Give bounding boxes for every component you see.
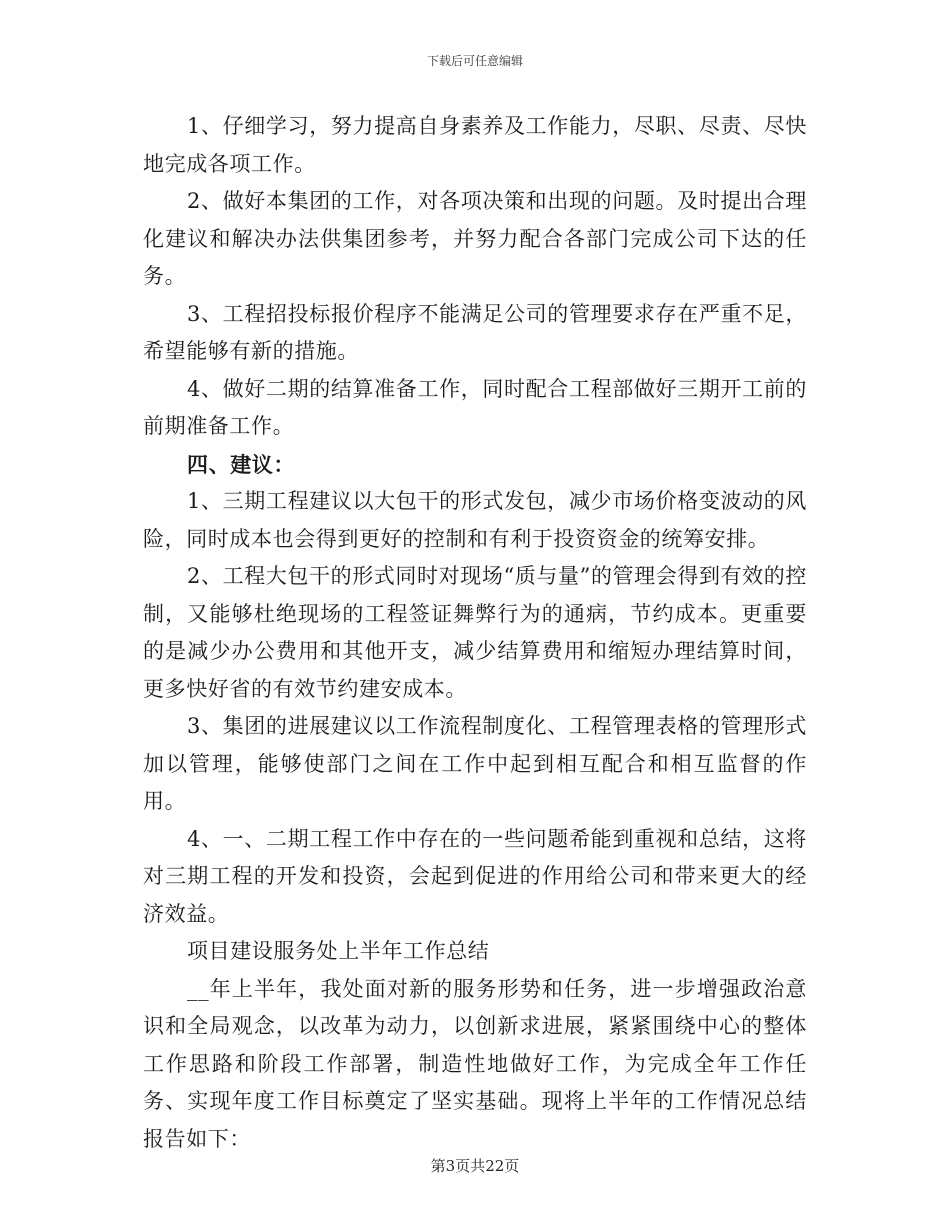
page-number: 第3页共22页: [430, 1157, 520, 1175]
intro-paragraph: __年上半年，我处面对新的服务形势和任务，进一步增强政治意识和全局观念，以改革为动力，以创新求进展，紧紧围绕中心的整体工作思路和阶段工作部署，制造性地做好工作，为完成全年工作任务、实现年度工作目标奠定了坚实基础。现将上半年的工作情况总结报告如下：: [143, 976, 807, 1151]
suggestion-item-1: 1、三期工程建议以大包干的形式发包，减少市场价格变波动的风险，同时成本也会得到更好的控制和有利于投资资金的统筹安排。: [143, 489, 807, 551]
suggestion-item-3: 3、集团的进展建议以工作流程制度化、工程管理表格的管理形式加以管理，能够使部门之间在工作中起到相互配合和相互监督的作用。: [143, 714, 807, 813]
paragraph-item-4: 4、做好二期的结算准备工作，同时配合工程部做好三期开工前的前期准备工作。: [143, 376, 807, 438]
document-body: [143, 108, 807, 1158]
document-subtitle: 项目建设服务处上半年工作总结: [187, 939, 490, 963]
paragraph-item-1: 1、仔细学习，努力提高自身素养及工作能力，尽职、尽责、尽快地完成各项工作。: [143, 114, 807, 176]
suggestion-item-2: 2、工程大包干的形式同时对现场“质与量”的管理会得到有效的控制，又能够杜绝现场的工程签证舞弊行为的通病，节约成本。更重要的是减少办公费用和其他开支，减少结算费用和缩短办理结算时间，更多快好省的有效节约建安成本。: [143, 564, 807, 701]
paragraph-item-3: 3、工程招投标报价程序不能满足公司的管理要求存在严重不足，希望能够有新的措施。: [143, 301, 807, 363]
paragraph-item-2: 2、做好本集团的工作，对各项决策和出现的问题。及时提出合理化建议和解决办法供集团参考，并努力配合各部门完成公司下达的任务。: [143, 189, 807, 288]
suggestion-item-4: 4、一、二期工程工作中存在的一些问题希能到重视和总结，这将对三期工程的开发和投资，会起到促进的作用给公司和带来更大的经济效益。: [143, 826, 807, 926]
page-header: 下载后可任意编辑: [426, 54, 523, 68]
section-heading-suggestions: 四、建议：: [187, 451, 295, 477]
